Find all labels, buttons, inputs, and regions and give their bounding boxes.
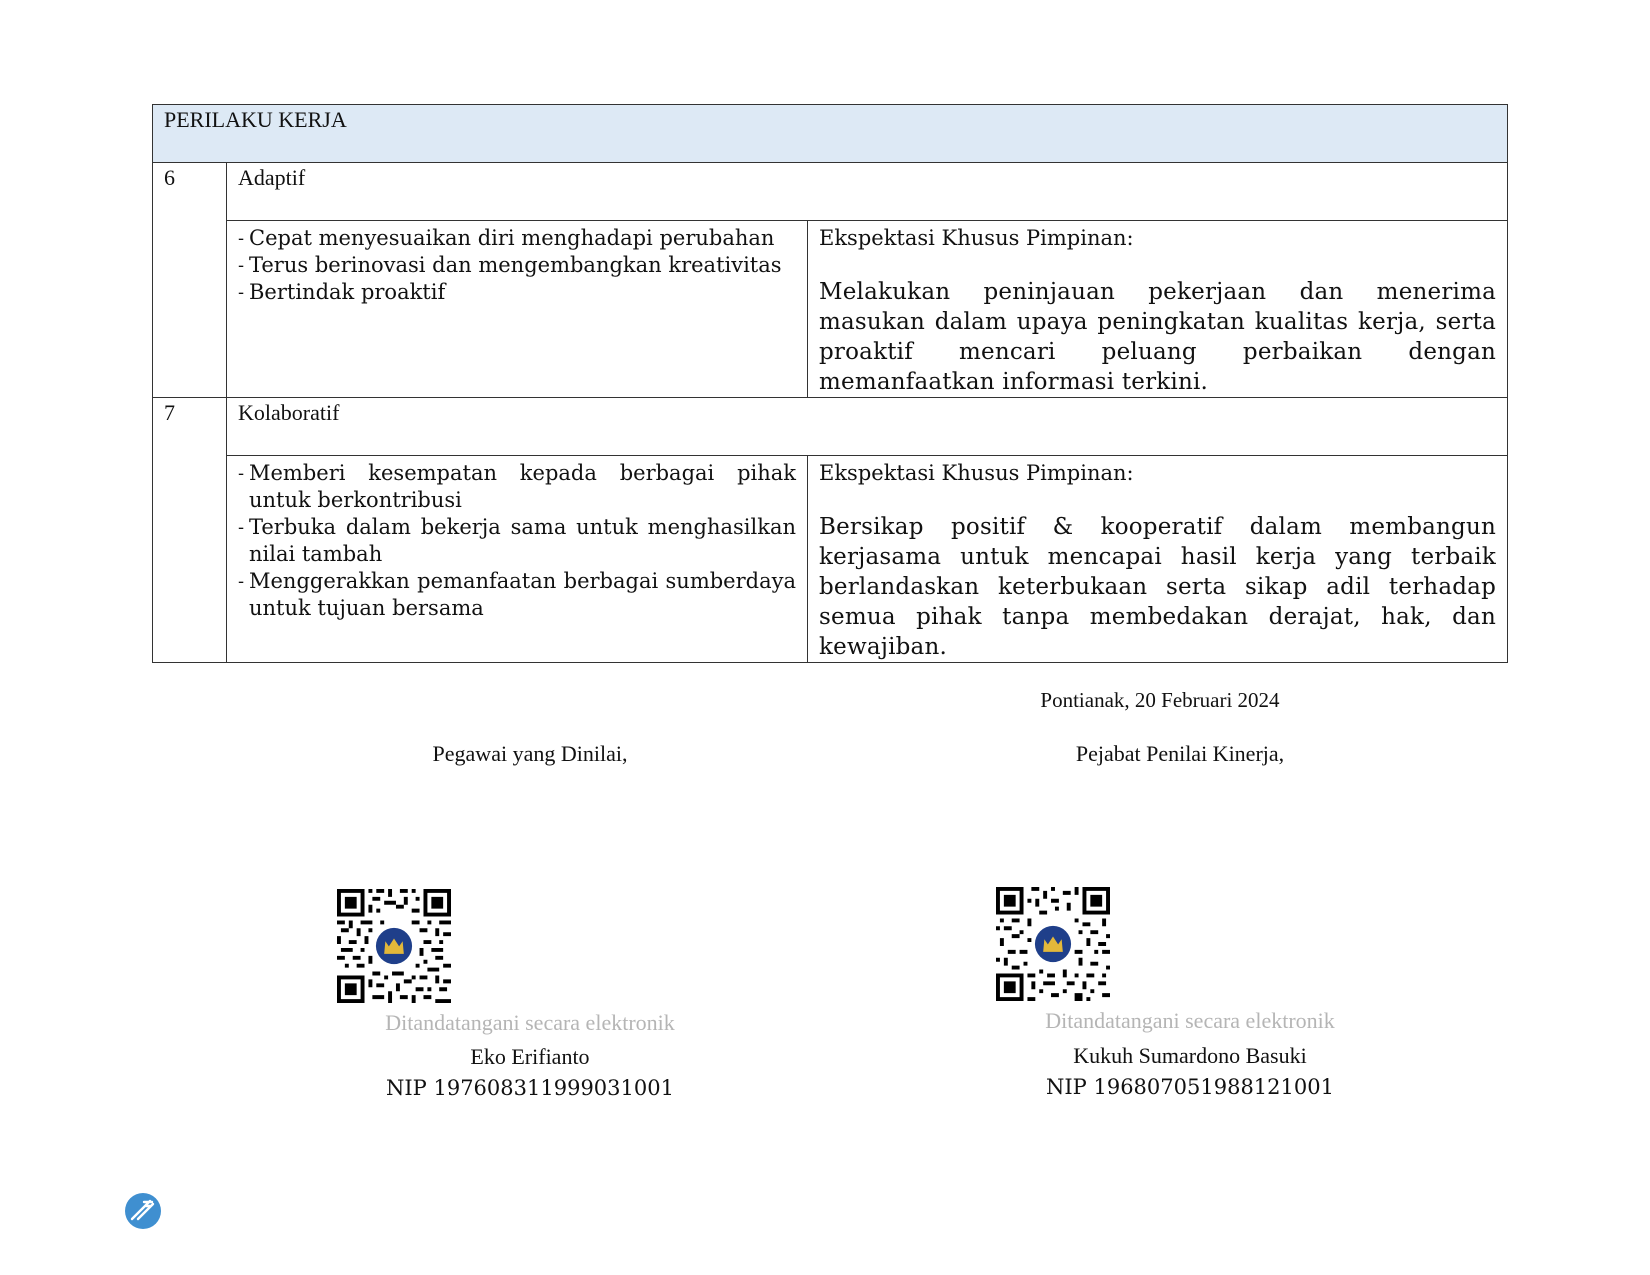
row-number: 6 (153, 163, 227, 398)
evaluator-name: Kukuh Sumardono Basuki (1073, 1043, 1307, 1068)
expectation-text: Bersikap positif & kooperatif dalam membangun kerjasama untuk mencapai hasil kerja yang terbaik berlandaskan keterbukaan serta sikap adil terhadap semua pihak tanpa membedakan derajat, hak, dan kewajiban. (819, 514, 1496, 660)
behavior-title: Adaptif (227, 163, 1508, 221)
employee-role: Pegawai yang Dinilai, (432, 741, 628, 766)
evaluator-qr-code (996, 887, 1110, 1001)
behavior-item: - Terus berinovasi dan mengembangkan kreativitas (238, 252, 796, 279)
behavior-item: - Bertindak proaktif (238, 279, 796, 306)
place-date: Pontianak, 20 Februari 2024 (1040, 688, 1280, 712)
evaluator-signed-note: Ditandatangani secara elektronik (1045, 1008, 1335, 1033)
employee-qr-code (337, 889, 451, 1003)
section-header-row (153, 105, 1508, 163)
behavior-title: Kolaboratif (227, 398, 1508, 456)
row-number: 7 (153, 398, 227, 663)
section-title: PERILAKU KERJA (153, 105, 1508, 163)
expectation-text: Melakukan peninjauan pekerjaan dan menerima masukan dalam upaya peningkatan kualitas kerja, serta proaktif mencari peluang perbaikan dengan memanfaatkan informasi terkini. (819, 279, 1496, 395)
behavior-title-row (153, 398, 1508, 456)
document-badge-icon (124, 1192, 162, 1230)
evaluator-nip: NIP 196807051988121001 (1046, 1075, 1334, 1099)
behavior-item: - Terbuka dalam bekerja sama untuk menghasilkan nilai tambah (238, 514, 796, 568)
behavior-list (238, 225, 796, 306)
expectation-label: Ekspektasi Khusus Pimpinan: (819, 226, 1134, 250)
expectation-label: Ekspektasi Khusus Pimpinan: (819, 461, 1134, 485)
behavior-list-cell (227, 456, 808, 663)
behavior-item: - Memberi kesempatan kepada berbagai pihak untuk berkontribusi (238, 460, 796, 514)
employee-signed-note: Ditandatangani secara elektronik (385, 1010, 675, 1035)
expectation-cell (808, 456, 1508, 663)
evaluator-role: Pejabat Penilai Kinerja, (1075, 741, 1285, 766)
expectation-cell (808, 221, 1508, 398)
behavior-list-cell (227, 221, 808, 398)
behavior-item: - Cepat menyesuaikan diri menghadapi perubahan (238, 225, 796, 252)
employee-nip: NIP 197608311999031001 (386, 1076, 674, 1100)
work-behavior-table (152, 104, 1508, 663)
behavior-title-row (153, 163, 1508, 221)
employee-name: Eko Erifianto (470, 1044, 590, 1069)
behavior-list (238, 460, 796, 622)
performance-table-container (152, 104, 1507, 663)
behavior-item: - Menggerakkan pemanfaatan berbagai sumberdaya untuk tujuan bersama (238, 568, 796, 622)
behavior-detail-row (153, 221, 1508, 398)
behavior-detail-row (153, 456, 1508, 663)
